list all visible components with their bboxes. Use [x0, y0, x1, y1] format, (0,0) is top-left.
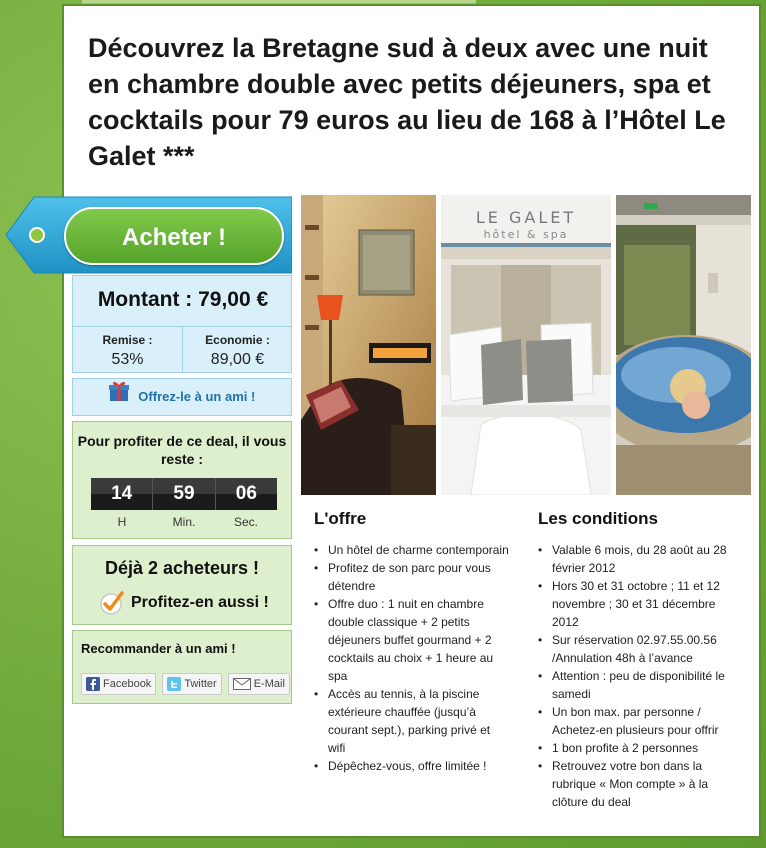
- recommend-title: Recommander à un ami !: [81, 641, 236, 656]
- list-item: • 1 bon profite à 2 personnes: [538, 739, 738, 757]
- list-item: • Attention : peu de disponibilité le samedi: [538, 667, 738, 703]
- buy-button[interactable]: Acheter !: [64, 207, 284, 265]
- facebook-share-button[interactable]: [81, 673, 156, 695]
- gift-icon: [109, 380, 129, 416]
- list-item: • Dépêchez-vous, offre limitée !: [314, 757, 510, 775]
- buyers-title: Déjà 2 acheteurs !: [104, 558, 260, 578]
- list-item: • Un hôtel de charme contemporain: [314, 541, 510, 559]
- offer-title: L'offre: [314, 509, 367, 528]
- remise-col: [73, 327, 182, 373]
- twitter-label: Twitter: [184, 678, 217, 690]
- economie-label: Economie :: [205, 333, 270, 347]
- list-item: • Offre duo : 1 nuit en chambre double classique + 2 petits déjeuners buffet gourmand + 2 cocktails au choix + 1 heure au spa: [314, 595, 510, 685]
- buyers-sub-label: Profitez-en aussi !: [131, 594, 269, 612]
- countdown-labels: [91, 515, 277, 529]
- envelope-icon: [233, 678, 251, 690]
- hotel-lounge-photo: [301, 195, 436, 495]
- buyers-sub: [99, 590, 269, 616]
- list-item: • Profitez de son parc pour vous détendre: [314, 559, 510, 595]
- list-item: • Accès au tennis, à la piscine extérieure chauffée (jusqu’à courant sept.), parking privé et wifi: [314, 685, 510, 757]
- countdown-seconds: 06: [216, 478, 277, 510]
- offer-list: [314, 541, 510, 775]
- conditions-list: [538, 541, 738, 811]
- amount-text: Montant : 79,00 €: [97, 288, 269, 311]
- economie-value: 89,00 €: [210, 351, 265, 368]
- amount-box: [72, 275, 292, 373]
- deal-title: Découvrez la Bretagne sud à deux avec une nuit en chambre double avec petits déjeuners, spa et cocktails pour 79 euros au lieu de 168 à l’Hôtel Le Galet ***: [88, 33, 726, 171]
- list-item: • Sur réservation 02.97.55.00.56 /Annulation 48h à l’avance: [538, 631, 738, 667]
- logo-line1: LE GALET: [475, 208, 577, 227]
- remise-label: Remise :: [102, 333, 153, 347]
- list-item: • Un bon max. par personne / Achetez-en plusieurs pour offrir: [538, 703, 738, 739]
- countdown-minutes: 59: [153, 478, 215, 510]
- logo-line2: hôtel & spa: [483, 228, 569, 241]
- share-row: [81, 673, 290, 695]
- list-item: • Hors 30 et 31 octobre ; 11 et 12 novembre ; 30 et 31 décembre 2012: [538, 577, 738, 631]
- remise-value: 53%: [111, 351, 144, 368]
- list-item: • Retrouvez votre bon dans la rubrique « Mon compte » à la clôture du deal: [538, 757, 738, 811]
- countdown-digits: [91, 478, 277, 510]
- hours-label: H: [117, 515, 127, 529]
- checkmark-icon: [99, 590, 125, 616]
- recommend-box: [72, 630, 292, 704]
- twitter-share-button[interactable]: [162, 673, 221, 695]
- minutes-label: Min.: [172, 515, 196, 529]
- email-label: E-Mail: [253, 678, 285, 690]
- facebook-label: Facebook: [103, 678, 152, 690]
- logo-stars: ★★★: [517, 242, 535, 249]
- conditions-title: Les conditions: [538, 509, 658, 528]
- discount-split: [73, 326, 291, 373]
- gift-label: Offrez-le à un ami !: [138, 389, 256, 404]
- email-share-button[interactable]: [228, 673, 290, 695]
- buyers-box: [72, 545, 292, 625]
- seconds-label: Sec.: [233, 515, 258, 529]
- gift-link[interactable]: [72, 378, 292, 416]
- hotel-room-photo: [441, 195, 611, 495]
- countdown-hours: 14: [91, 478, 153, 510]
- economie-col: [182, 327, 292, 373]
- countdown-box: [72, 421, 292, 539]
- list-item: • Valable 6 mois, du 28 août au 28 février 2012: [538, 541, 738, 577]
- countdown-title: Pour profiter de ce deal, il vous reste :: [77, 433, 287, 467]
- facebook-icon: [86, 677, 100, 691]
- hotel-spa-photo: [616, 195, 751, 495]
- twitter-icon: [167, 677, 181, 691]
